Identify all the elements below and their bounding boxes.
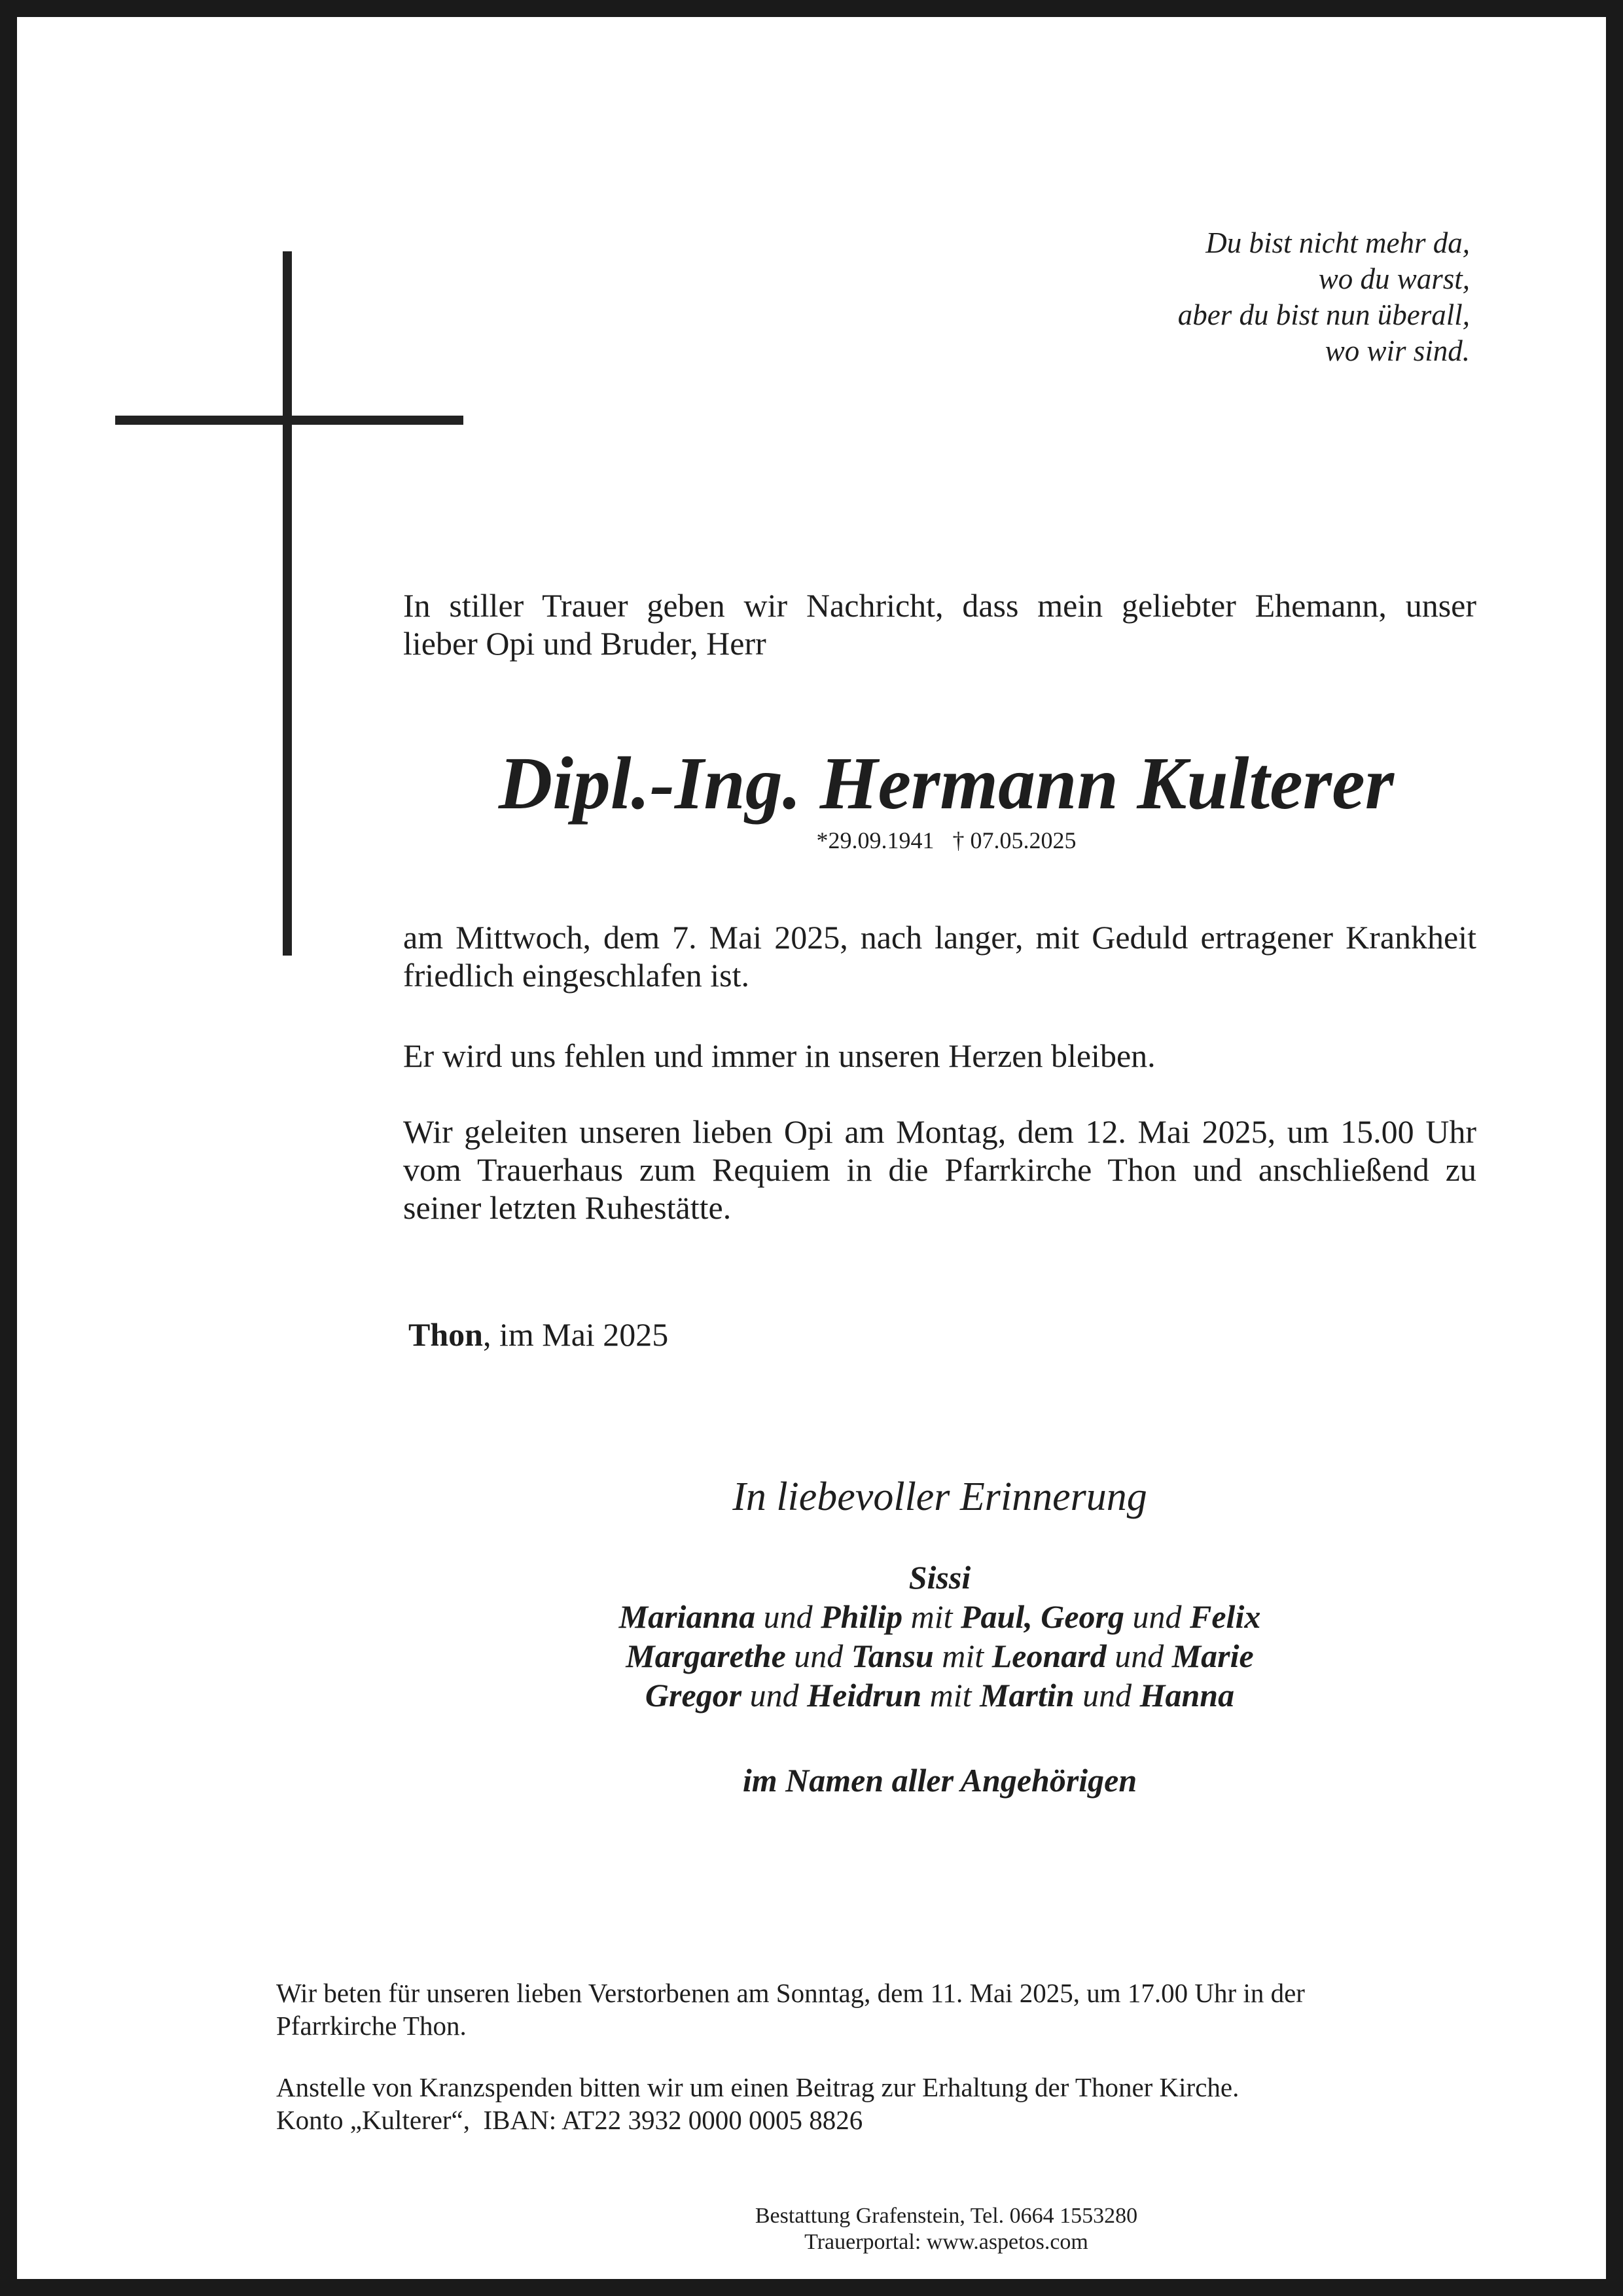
family-list [403,1558,1476,1715]
family-line [403,1676,1476,1715]
notice-line: Anstelle von Kranzspenden bitten wir um einen Beitrag zur Erhaltung der Thoner Kirche. [276,2072,1240,2102]
family-connector: und [1074,1677,1140,1713]
poem-line: Du bist nicht mehr da, [1205,226,1470,259]
family-line [403,1636,1476,1676]
passing-paragraph [403,918,1476,994]
poem-line: wo wir sind. [1325,334,1470,367]
family-connector: und [1124,1598,1190,1635]
funeral-home-portal: Trauerportal: www.aspetos.com [804,2230,1088,2254]
funeral-home-contact: Bestattung Grafenstein, Tel. 0664 1553280 [755,2204,1138,2228]
poem-line: aber du bist nun überall, [1177,298,1470,331]
place-date: , im Mai 2025 [482,1316,669,1353]
memory-heading: In liebevoller Erinnerung [732,1475,1147,1519]
death-date: † 07.05.2025 [952,827,1077,853]
paragraph-line: vom Trauerhaus zum Requiem in die Pfarrkirche Thon und anschließend zu [403,1151,1476,1188]
family-connector: mit [933,1638,992,1674]
family-name: Marie [1171,1638,1254,1674]
family-name: Hanna [1139,1677,1235,1713]
family-name: Heidrun [807,1677,922,1713]
place-and-date [408,1316,668,1354]
cross-icon-bar [115,416,463,425]
poem [1178,225,1470,369]
notice-line: Pfarrkirche Thon. [276,2011,467,2041]
family-connector: und [785,1638,851,1674]
family-name: Margarethe [626,1638,786,1674]
donation-notice [276,2071,1507,2136]
paragraph-line: Er wird uns fehlen und immer in unseren Herzen bleiben. [403,1037,1156,1074]
family-connector: und [1106,1638,1172,1674]
announcement-intro [403,586,1476,662]
signoff: im Namen aller Angehörigen [742,1762,1137,1799]
paragraph-line: seiner letzten Ruhestätte. [403,1189,732,1226]
family-name: Gregor [645,1677,742,1713]
family-name: Marianna [618,1598,756,1635]
paragraph-line: Wir geleiten unseren lieben Opi am Montag, dem 12. Mai 2025, um 15.00 Uhr [403,1113,1476,1150]
notice-line: Konto „Kulterer“, IBAN: AT22 3932 0000 0005 8826 [276,2105,863,2135]
family-connector: mit [921,1677,980,1713]
family-name: Sissi [908,1559,971,1596]
family-line [403,1597,1476,1636]
family-name: Philip [821,1598,903,1635]
family-connector: und [755,1598,821,1635]
family-name: Tansu [851,1638,934,1674]
place-town: Thon [408,1316,483,1353]
prayer-notice [276,1977,1507,2042]
intro-line: lieber Opi und Bruder, Herr [403,625,766,662]
family-name: Martin [980,1677,1075,1713]
intro-line: In stiller Trauer geben wir Nachricht, dass mein geliebter Ehemann, unser [403,587,1476,624]
funeral-home [213,2203,1623,2255]
family-connector: mit [902,1598,961,1635]
family-name: Leonard [991,1638,1107,1674]
family-name: Felix [1190,1598,1261,1635]
poem-line: wo du warst, [1318,262,1470,295]
family-line [403,1558,1476,1597]
family-name: Paul, Georg [961,1598,1125,1635]
notice-line: Wir beten für unseren lieben Verstorbenen am Sonntag, dem 11. Mai 2025, um 17.00 Uhr in der [276,1978,1305,2008]
birth-date: *29.09.1941 [816,827,935,853]
deceased-name: Dipl.-Ing. Hermann Kulterer [498,742,1395,825]
paragraph-line: am Mittwoch, dem 7. Mai 2025, nach langer, mit Geduld ertragener Krankheit [403,919,1476,956]
service-paragraph [403,1113,1476,1227]
family-connector: und [741,1677,808,1713]
life-dates [213,826,1623,855]
paragraph-line: friedlich eingeschlafen ist. [403,957,749,994]
remembrance-paragraph [403,1037,1476,1075]
